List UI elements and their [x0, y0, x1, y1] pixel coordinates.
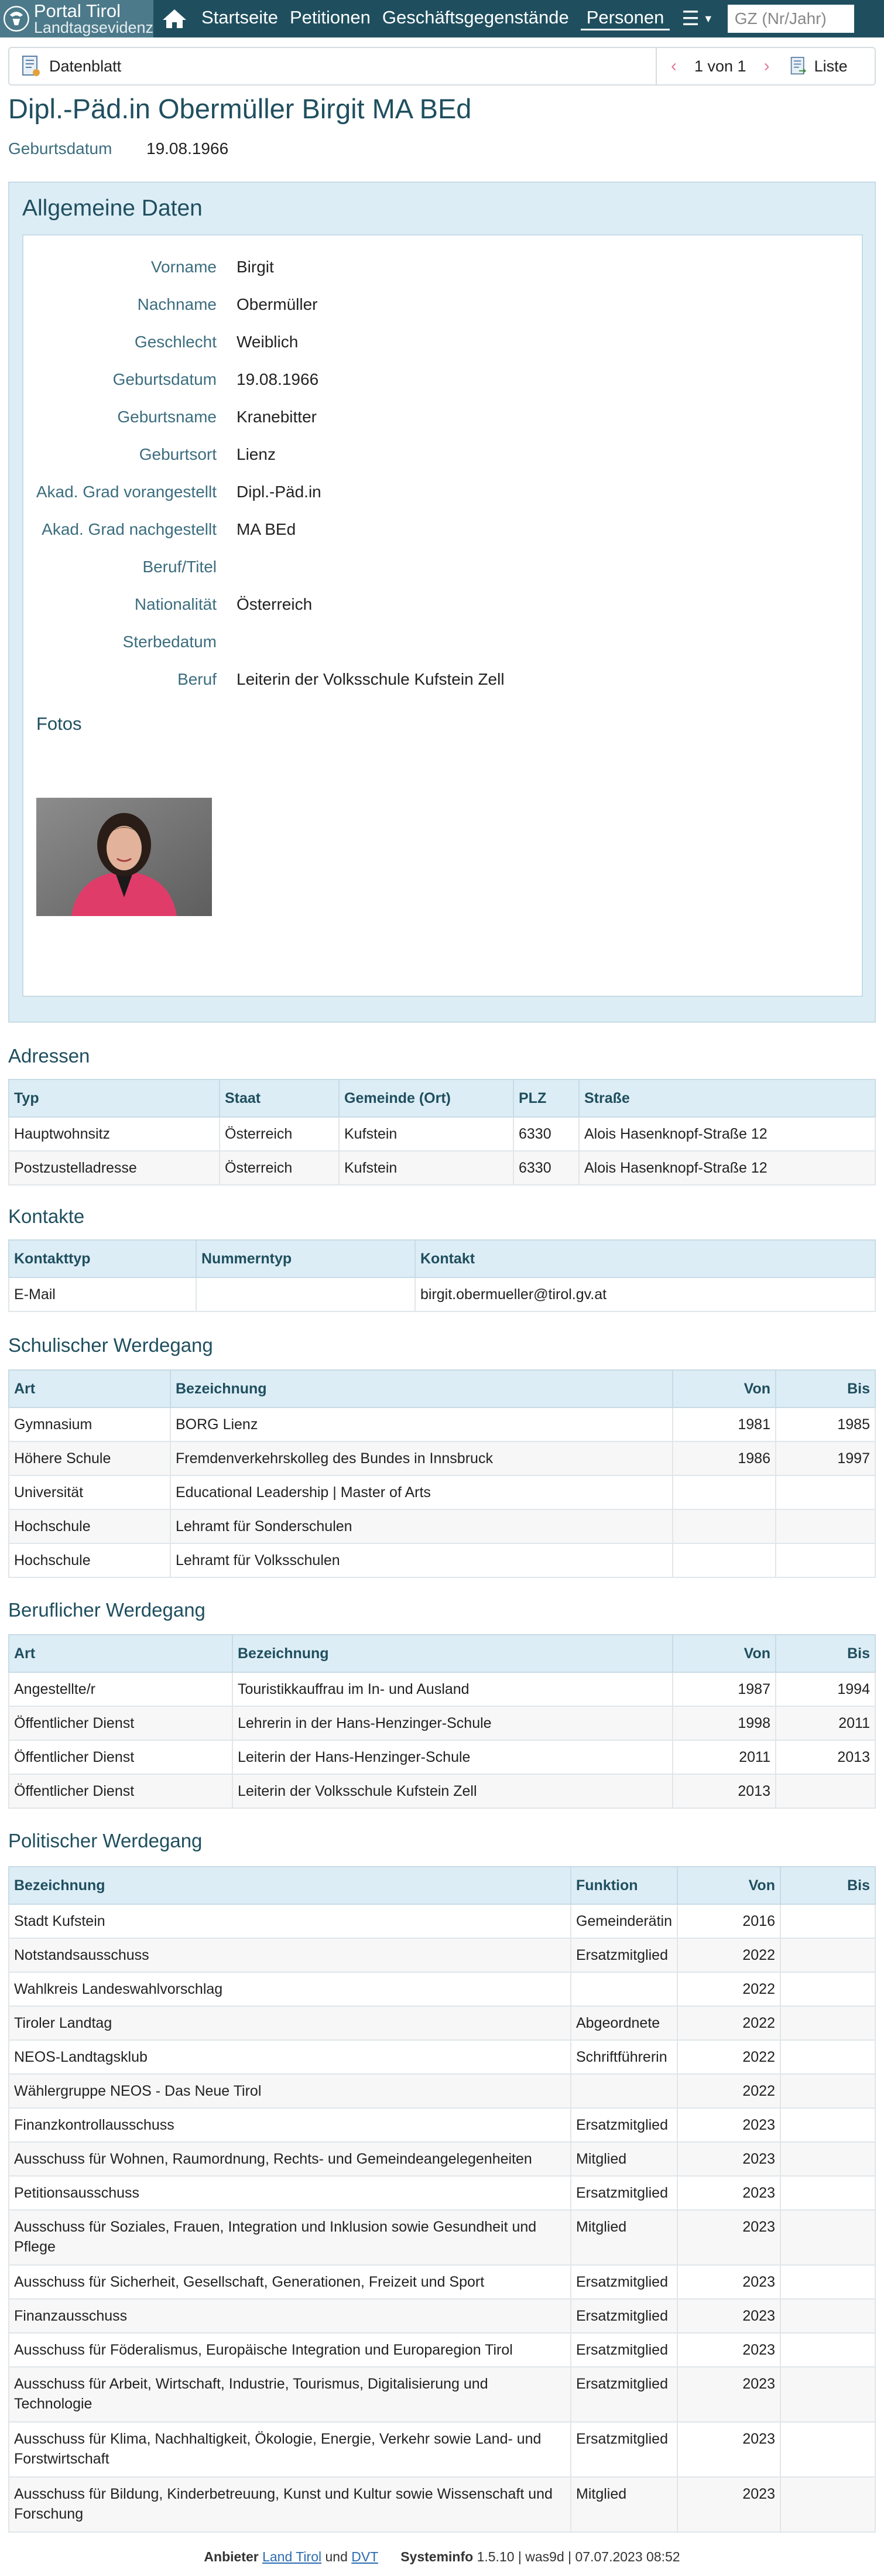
- table-cell: [776, 1774, 875, 1808]
- table-cell: [780, 2333, 875, 2367]
- column-header[interactable]: Nummerntyp: [196, 1240, 415, 1277]
- table-cell: [673, 1475, 776, 1509]
- table-cell: Mitglied: [571, 2210, 677, 2265]
- field-label: Nachname: [137, 295, 217, 313]
- table-cell: 2013: [673, 1774, 776, 1808]
- field-label: Geburtsort: [139, 445, 217, 463]
- column-header[interactable]: Staat: [220, 1079, 339, 1117]
- table-cell: Mitglied: [571, 2477, 677, 2532]
- table-row: [9, 1706, 875, 1740]
- table-cell: 2023: [677, 2299, 780, 2333]
- table-cell: 2011: [673, 1740, 776, 1774]
- field-geschlecht: [23, 330, 298, 354]
- field-sterbedatum: [23, 630, 237, 654]
- table-cell: 2022: [677, 2074, 780, 2108]
- field-value: 19.08.1966: [237, 370, 319, 388]
- table-cell: Höhere Schule: [9, 1441, 170, 1475]
- birthdate-label: Geburtsdatum: [8, 139, 112, 158]
- field-label: Akad. Grad vorangestellt: [36, 483, 217, 501]
- table-cell: 2022: [677, 1972, 780, 2006]
- table-row: [9, 2176, 875, 2210]
- table-row: [9, 2422, 875, 2477]
- table-cell: [780, 2210, 875, 2265]
- table-cell: [780, 2142, 875, 2176]
- column-header[interactable]: Bis: [776, 1370, 875, 1407]
- table-cell: Lehrerin in der Hans-Henzinger-Schule: [232, 1706, 673, 1740]
- field-value: Leiterin der Volksschule Kufstein Zell: [237, 670, 505, 688]
- table-cell: 2023: [677, 2333, 780, 2367]
- table-cell: [780, 1904, 875, 1938]
- nav-petitionen[interactable]: Petitionen: [289, 7, 371, 28]
- table-header-row: [9, 1867, 875, 1904]
- table-cell: Ersatzmitglied: [571, 1938, 677, 1972]
- table-cell: [780, 2074, 875, 2108]
- table-cell: Finanzausschuss: [9, 2299, 571, 2333]
- general-data-title: Allgemeine Daten: [22, 196, 203, 221]
- table-cell: Gymnasium: [9, 1407, 170, 1441]
- table-cell: Stadt Kufstein: [9, 1904, 571, 1938]
- field-geburtsort: [23, 443, 276, 466]
- column-header[interactable]: Bis: [780, 1867, 875, 1904]
- table-cell: Notstandsausschuss: [9, 1938, 571, 1972]
- nav-personen[interactable]: Personen: [581, 7, 670, 30]
- table-cell: [673, 1509, 776, 1543]
- table-cell: [780, 2299, 875, 2333]
- table-header-row: [9, 1635, 875, 1672]
- column-header[interactable]: Gemeinde (Ort): [339, 1079, 513, 1117]
- column-header[interactable]: Kontakt: [415, 1240, 875, 1277]
- table-row: [9, 2142, 875, 2176]
- table-cell: Gemeinderätin: [571, 1904, 677, 1938]
- table-cell: [780, 2176, 875, 2210]
- field-label: Sterbedatum: [122, 633, 217, 651]
- field-label: Beruf/Titel: [142, 558, 217, 576]
- nav-geschaeftsgegenstaende[interactable]: Geschäftsgegenstände: [382, 7, 569, 28]
- brand-title: Portal Tirol: [33, 1, 121, 21]
- table-cell: Öffentlicher Dienst: [9, 1706, 232, 1740]
- field-value: Weiblich: [237, 333, 299, 351]
- nav-menu-button[interactable]: [681, 7, 713, 30]
- table-row: [9, 1407, 875, 1441]
- contacts-table: [8, 1239, 876, 1312]
- column-header[interactable]: Bezeichnung: [9, 1867, 571, 1904]
- politics-title: Politischer Werdegang: [8, 1830, 203, 1851]
- general-data-content: [22, 234, 863, 997]
- table-cell: Österreich: [220, 1117, 339, 1151]
- field-value: MA BEd: [237, 520, 296, 538]
- table-row: [9, 2265, 875, 2299]
- table-row: [9, 1475, 875, 1509]
- table-cell: Öffentlicher Dienst: [9, 1740, 232, 1774]
- brand-subtitle: Landtagsevidenz: [33, 19, 153, 36]
- tirol-eagle-logo-icon: [2, 1, 30, 36]
- nav-startseite[interactable]: Startseite: [201, 7, 278, 28]
- table-row: [9, 1740, 875, 1774]
- table-cell: Leiterin der Hans-Henzinger-Schule: [232, 1740, 673, 1774]
- sysinfo-value: 1.5.10 | was9d | 07.07.2023 08:52: [477, 2549, 680, 2564]
- field-label: Vorname: [150, 258, 217, 276]
- field-label: Beruf: [177, 670, 217, 688]
- table-cell: [780, 2477, 875, 2532]
- table-row: [9, 1972, 875, 2006]
- table-cell: Öffentlicher Dienst: [9, 1774, 232, 1808]
- table-cell: 2023: [677, 2142, 780, 2176]
- table-row: [9, 2477, 875, 2532]
- next-arrow-icon[interactable]: ›: [763, 56, 770, 76]
- column-header[interactable]: Von: [673, 1370, 776, 1407]
- table-cell: Schriftführerin: [571, 2040, 677, 2074]
- table-cell: Fremdenverkehrskolleg des Bundes in Innsbruck: [170, 1441, 673, 1475]
- top-navigation: [0, 0, 884, 37]
- column-header[interactable]: Bis: [776, 1635, 875, 1672]
- table-cell: BORG Lienz: [170, 1407, 673, 1441]
- career-table: [8, 1634, 876, 1809]
- table-cell: Leiterin der Volksschule Kufstein Zell: [232, 1774, 673, 1808]
- field-label: Geburtsdatum: [112, 370, 217, 388]
- column-header[interactable]: Bezeichnung: [170, 1370, 673, 1407]
- table-cell: Ersatzmitglied: [571, 2176, 677, 2210]
- provider-link-land-tirol[interactable]: Land Tirol: [262, 2549, 322, 2564]
- person-photo[interactable]: [36, 798, 212, 916]
- list-label: Liste: [814, 57, 848, 75]
- table-cell: 2023: [677, 2477, 780, 2532]
- table-row: [9, 1904, 875, 1938]
- table-row: [9, 1509, 875, 1543]
- header-birthdate: [8, 139, 228, 158]
- addresses-title: Adressen: [8, 1045, 90, 1067]
- field-value: Birgit: [237, 258, 274, 276]
- table-cell: 2022: [677, 2006, 780, 2040]
- table-cell: Educational Leadership | Master of Arts: [170, 1475, 673, 1509]
- table-row: [9, 1938, 875, 1972]
- table-cell: [780, 2367, 875, 2422]
- table-cell: Ersatzmitglied: [571, 2299, 677, 2333]
- table-cell: Tiroler Landtag: [9, 2006, 571, 2040]
- table-cell: Hochschule: [9, 1543, 170, 1577]
- table-cell: [780, 2422, 875, 2477]
- field-akad-grad-vorangestellt: [23, 480, 321, 504]
- table-row: [9, 2367, 875, 2422]
- table-cell: E-Mail: [9, 1277, 196, 1311]
- table-cell: Ersatzmitglied: [571, 2108, 677, 2142]
- field-value: Dipl.-Päd.in: [237, 483, 321, 501]
- column-header[interactable]: Von: [677, 1867, 780, 1904]
- table-cell: Ausschuss für Klima, Nachhaltigkeit, Ökologie, Energie, Verkehr sowie Land- und Forstwirtschaft: [9, 2422, 571, 2477]
- document-icon: [21, 55, 41, 77]
- field-label: Nationalität: [134, 595, 217, 613]
- table-cell: [780, 1938, 875, 1972]
- table-cell: 1994: [776, 1672, 875, 1706]
- table-cell: Ersatzmitglied: [571, 2367, 677, 2422]
- contacts-title: Kontakte: [8, 1205, 85, 1227]
- birthdate-value: 19.08.1966: [146, 139, 229, 158]
- addresses-table: [8, 1079, 876, 1185]
- column-header[interactable]: Funktion: [571, 1867, 677, 1904]
- pager-count: 1 von 1: [694, 57, 746, 75]
- table-cell: Abgeordnete: [571, 2006, 677, 2040]
- table-cell: 2023: [677, 2176, 780, 2210]
- table-cell: Alois Hasenknopf-Straße 12: [579, 1117, 875, 1151]
- general-data-panel: [8, 182, 876, 1023]
- table-cell: 1998: [673, 1706, 776, 1740]
- table-cell: [776, 1543, 875, 1577]
- field-nationalitaet: [23, 593, 312, 616]
- table-cell: NEOS-Landtagsklub: [9, 2040, 571, 2074]
- provider-link-dvt[interactable]: DVT: [351, 2549, 378, 2564]
- field-value: Lienz: [237, 445, 276, 463]
- home-icon[interactable]: [159, 7, 190, 30]
- table-cell: Österreich: [220, 1151, 339, 1185]
- brand[interactable]: [0, 0, 153, 37]
- table-cell: 1981: [673, 1407, 776, 1441]
- table-cell: Kufstein: [339, 1151, 513, 1185]
- table-cell: 1985: [776, 1407, 875, 1441]
- photos-title: Fotos: [36, 713, 82, 734]
- column-header[interactable]: Kontakttyp: [9, 1240, 196, 1277]
- table-cell: 6330: [513, 1151, 579, 1185]
- table-cell: 2023: [677, 2108, 780, 2142]
- datasheet-label: Datenblatt: [49, 57, 122, 75]
- datasheet-tab[interactable]: [9, 55, 656, 77]
- table-cell: Wählergruppe NEOS - Das Neue Tirol: [9, 2074, 571, 2108]
- table-cell: [776, 1475, 875, 1509]
- field-value: Obermüller: [237, 295, 318, 313]
- table-cell: Ersatzmitglied: [571, 2265, 677, 2299]
- career-title: Beruflicher Werdegang: [8, 1599, 205, 1621]
- table-cell: Hauptwohnsitz: [9, 1117, 220, 1151]
- list-document-icon: [790, 56, 807, 76]
- table-cell: Alois Hasenknopf-Straße 12: [579, 1151, 875, 1185]
- table-cell: 2022: [677, 1938, 780, 1972]
- table-cell: [780, 2040, 875, 2074]
- hamburger-icon: ☰: [681, 8, 700, 30]
- field-akad-grad-nachgestellt: [23, 518, 296, 541]
- table-row: [9, 2040, 875, 2074]
- field-label: Geburtsname: [117, 408, 217, 426]
- table-cell: Universität: [9, 1475, 170, 1509]
- table-cell: Finanzkontrollausschuss: [9, 2108, 571, 2142]
- table-cell: Kufstein: [339, 1117, 513, 1151]
- table-row: [9, 2108, 875, 2142]
- table-cell: 6330: [513, 1117, 579, 1151]
- table-cell: [571, 1972, 677, 2006]
- table-row: [9, 2333, 875, 2367]
- school-title: Schulischer Werdegang: [8, 1334, 213, 1356]
- table-cell: [776, 1509, 875, 1543]
- table-cell: [673, 1543, 776, 1577]
- table-cell: 2013: [776, 1740, 875, 1774]
- table-row: [9, 1117, 875, 1151]
- column-header[interactable]: Straße: [579, 1079, 875, 1117]
- column-header[interactable]: Art: [9, 1635, 232, 1672]
- table-cell: 2022: [677, 2040, 780, 2074]
- table-cell: Ausschuss für Bildung, Kinderbetreuung, Kunst und Kultur sowie Wissenschaft und Forschung: [9, 2477, 571, 2532]
- table-cell: Ausschuss für Soziales, Frauen, Integration und Inklusion sowie Gesundheit und Pflege: [9, 2210, 571, 2265]
- column-header[interactable]: Art: [9, 1370, 170, 1407]
- school-table: [8, 1369, 876, 1578]
- field-nachname: [23, 293, 317, 316]
- table-cell: 2023: [677, 2210, 780, 2265]
- table-cell: 2023: [677, 2367, 780, 2422]
- column-header[interactable]: Typ: [9, 1079, 220, 1117]
- list-button[interactable]: [790, 56, 848, 76]
- table-cell: Ersatzmitglied: [571, 2333, 677, 2367]
- table-cell: [780, 2108, 875, 2142]
- field-geburtsname: [23, 405, 317, 429]
- table-cell: Postzustelladresse: [9, 1151, 220, 1185]
- table-cell: 2023: [677, 2422, 780, 2477]
- column-header[interactable]: PLZ: [513, 1079, 579, 1117]
- table-row: [9, 2210, 875, 2265]
- table-cell: [196, 1277, 415, 1311]
- table-row: [9, 1774, 875, 1808]
- table-cell: Ausschuss für Föderalismus, Europäische Integration und Europaregion Tirol: [9, 2333, 571, 2367]
- table-header-row: [9, 1370, 875, 1407]
- table-cell: Mitglied: [571, 2142, 677, 2176]
- table-cell: 1986: [673, 1441, 776, 1475]
- footer: [0, 2549, 884, 2565]
- politics-table: [8, 1866, 876, 2533]
- table-cell: 2023: [677, 2265, 780, 2299]
- table-row: [9, 2006, 875, 2040]
- table-cell: Hochschule: [9, 1509, 170, 1543]
- page-title: Dipl.-Päd.in Obermüller Birgit MA BEd: [8, 93, 472, 124]
- field-beruf: [23, 668, 505, 691]
- table-cell: Wahlkreis Landeswahlvorschlag: [9, 1972, 571, 2006]
- table-cell: Ausschuss für Wohnen, Raumordnung, Rechts- und Gemeindeangelegenheiten: [9, 2142, 571, 2176]
- column-header[interactable]: Von: [673, 1635, 776, 1672]
- table-row: [9, 1441, 875, 1475]
- gz-search-input[interactable]: [728, 5, 854, 33]
- table-cell: [780, 2265, 875, 2299]
- table-cell: Ausschuss für Sicherheit, Gesellschaft, Generationen, Freizeit und Sport: [9, 2265, 571, 2299]
- field-value: Österreich: [237, 595, 313, 613]
- table-cell: 1997: [776, 1441, 875, 1475]
- column-header[interactable]: Bezeichnung: [232, 1635, 673, 1672]
- table-row: [9, 1672, 875, 1706]
- table-cell: [780, 1972, 875, 2006]
- table-cell: Lehramt für Volksschulen: [170, 1543, 673, 1577]
- table-cell: Angestellte/r: [9, 1672, 232, 1706]
- table-cell: Touristikkauffrau im In- und Ausland: [232, 1672, 673, 1706]
- table-cell: Petitionsausschuss: [9, 2176, 571, 2210]
- table-row: [9, 2299, 875, 2333]
- table-row: [9, 1543, 875, 1577]
- field-value: Kranebitter: [237, 408, 317, 426]
- field-beruf-titel: [23, 555, 237, 579]
- table-cell: 2011: [776, 1706, 875, 1740]
- table-cell: 1987: [673, 1672, 776, 1706]
- table-row: [9, 1277, 875, 1311]
- table-header-row: [9, 1240, 875, 1277]
- provider-label: Anbieter: [204, 2549, 259, 2564]
- table-cell: Ausschuss für Arbeit, Wirtschaft, Industrie, Tourismus, Digitalisierung und Technologie: [9, 2367, 571, 2422]
- field-label: Geschlecht: [134, 333, 217, 351]
- table-row: [9, 2074, 875, 2108]
- table-cell: Lehramt für Sonderschulen: [170, 1509, 673, 1543]
- sysinfo-label: Systeminfo: [400, 2549, 474, 2564]
- field-label: Akad. Grad nachgestellt: [42, 520, 217, 538]
- toolbar: [8, 47, 876, 86]
- field-geburtsdatum: [23, 368, 318, 391]
- table-cell: [571, 2074, 677, 2108]
- previous-arrow-icon[interactable]: ‹: [671, 56, 677, 76]
- pager: [656, 47, 875, 86]
- table-cell: Ersatzmitglied: [571, 2422, 677, 2477]
- field-vorname: [23, 255, 274, 279]
- table-header-row: [9, 1079, 875, 1117]
- footer-and: und: [325, 2549, 348, 2564]
- table-cell: 2016: [677, 1904, 780, 1938]
- table-cell: birgit.obermueller@tirol.gv.at: [415, 1277, 875, 1311]
- caret-down-icon: ▼: [703, 12, 714, 25]
- table-cell: [780, 2006, 875, 2040]
- table-row: [9, 1151, 875, 1185]
